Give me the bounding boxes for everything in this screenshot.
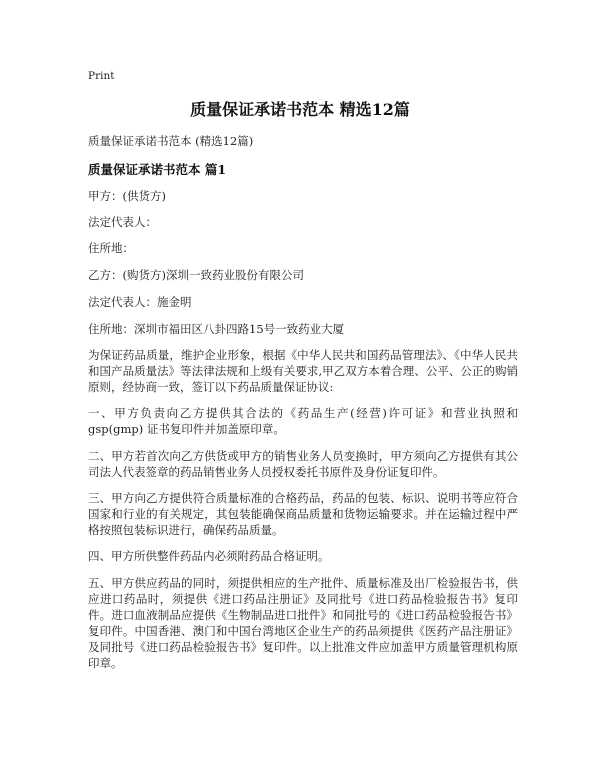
party-b-line: 乙方：(购货方)深圳一致药业股份有限公司: [88, 268, 304, 282]
document-title: 质量保证承诺书范本 精选12篇: [190, 100, 410, 119]
paragraph-clause-1: 一、甲方负责向乙方提供其合法的《药品生产(经营)许可证》和营业执照和gsp(gmp) 证书复印件并加盖原印章。: [88, 406, 518, 436]
party-b-rep-line: 法定代表人：施金明: [88, 295, 192, 309]
party-a-line: 甲方：(供货方): [88, 189, 166, 203]
print-label: Print: [88, 70, 115, 82]
party-a-address-line: 住所地：: [88, 241, 134, 255]
paragraph-clause-4: 四、甲方所供整件药品内必须附药品合格证明。: [88, 549, 330, 563]
paragraph-clause-5: 五、甲方供应药品的同时，须提供相应的生产批件、质量标准及出厂检验报告书，供应进口药品时，须提供《进口药品注册证》及同批号《进口药品检验报告书》复印件。进口血液制品应提供《生物制品进口批件》和同批号的《进口药品检验报告书》复印件。中国香港、澳门和中国台湾地区企业生产的药品须提供《医药产品注册证》及同批号《进口药品检验报告书》复印件。以上批准文件应加盖甲方质量管理机构原印章。: [88, 576, 518, 670]
party-b-address-line: 住所地：深圳市福田区八卦四路15号一致药业大厦: [88, 322, 345, 336]
paragraph-clause-3: 三、甲方向乙方提供符合质量标准的合格药品，药品的包装、标识、说明书等应符合国家和行业的有关规定，其包装能确保商品质量和货物运输要求。并在运输过程中严格按照包装标识进行，确保药品质量。: [88, 491, 518, 537]
section-heading: 质量保证承诺书范本 篇1: [88, 162, 227, 177]
paragraph-clause-2: 二、甲方若首次向乙方供货或甲方的销售业务人员变换时，甲方须向乙方提供有其公司法人代表签章的药品销售业务人员授权委托书原件及身份证复印件。: [88, 449, 518, 479]
paragraph-intro: 为保证药品质量，维护企业形象，根据《中华人民共和国药品管理法》、《中华人民共和国产品质量法》等法律法规和上级有关要求,甲乙双方本着合理、公平、公正的购销原则，经协商一致，签订以下药品质量保证协议:: [88, 348, 518, 394]
document-subtitle: 质量保证承诺书范本 (精选12篇): [88, 134, 254, 148]
party-a-rep-line: 法定代表人：: [88, 215, 157, 229]
